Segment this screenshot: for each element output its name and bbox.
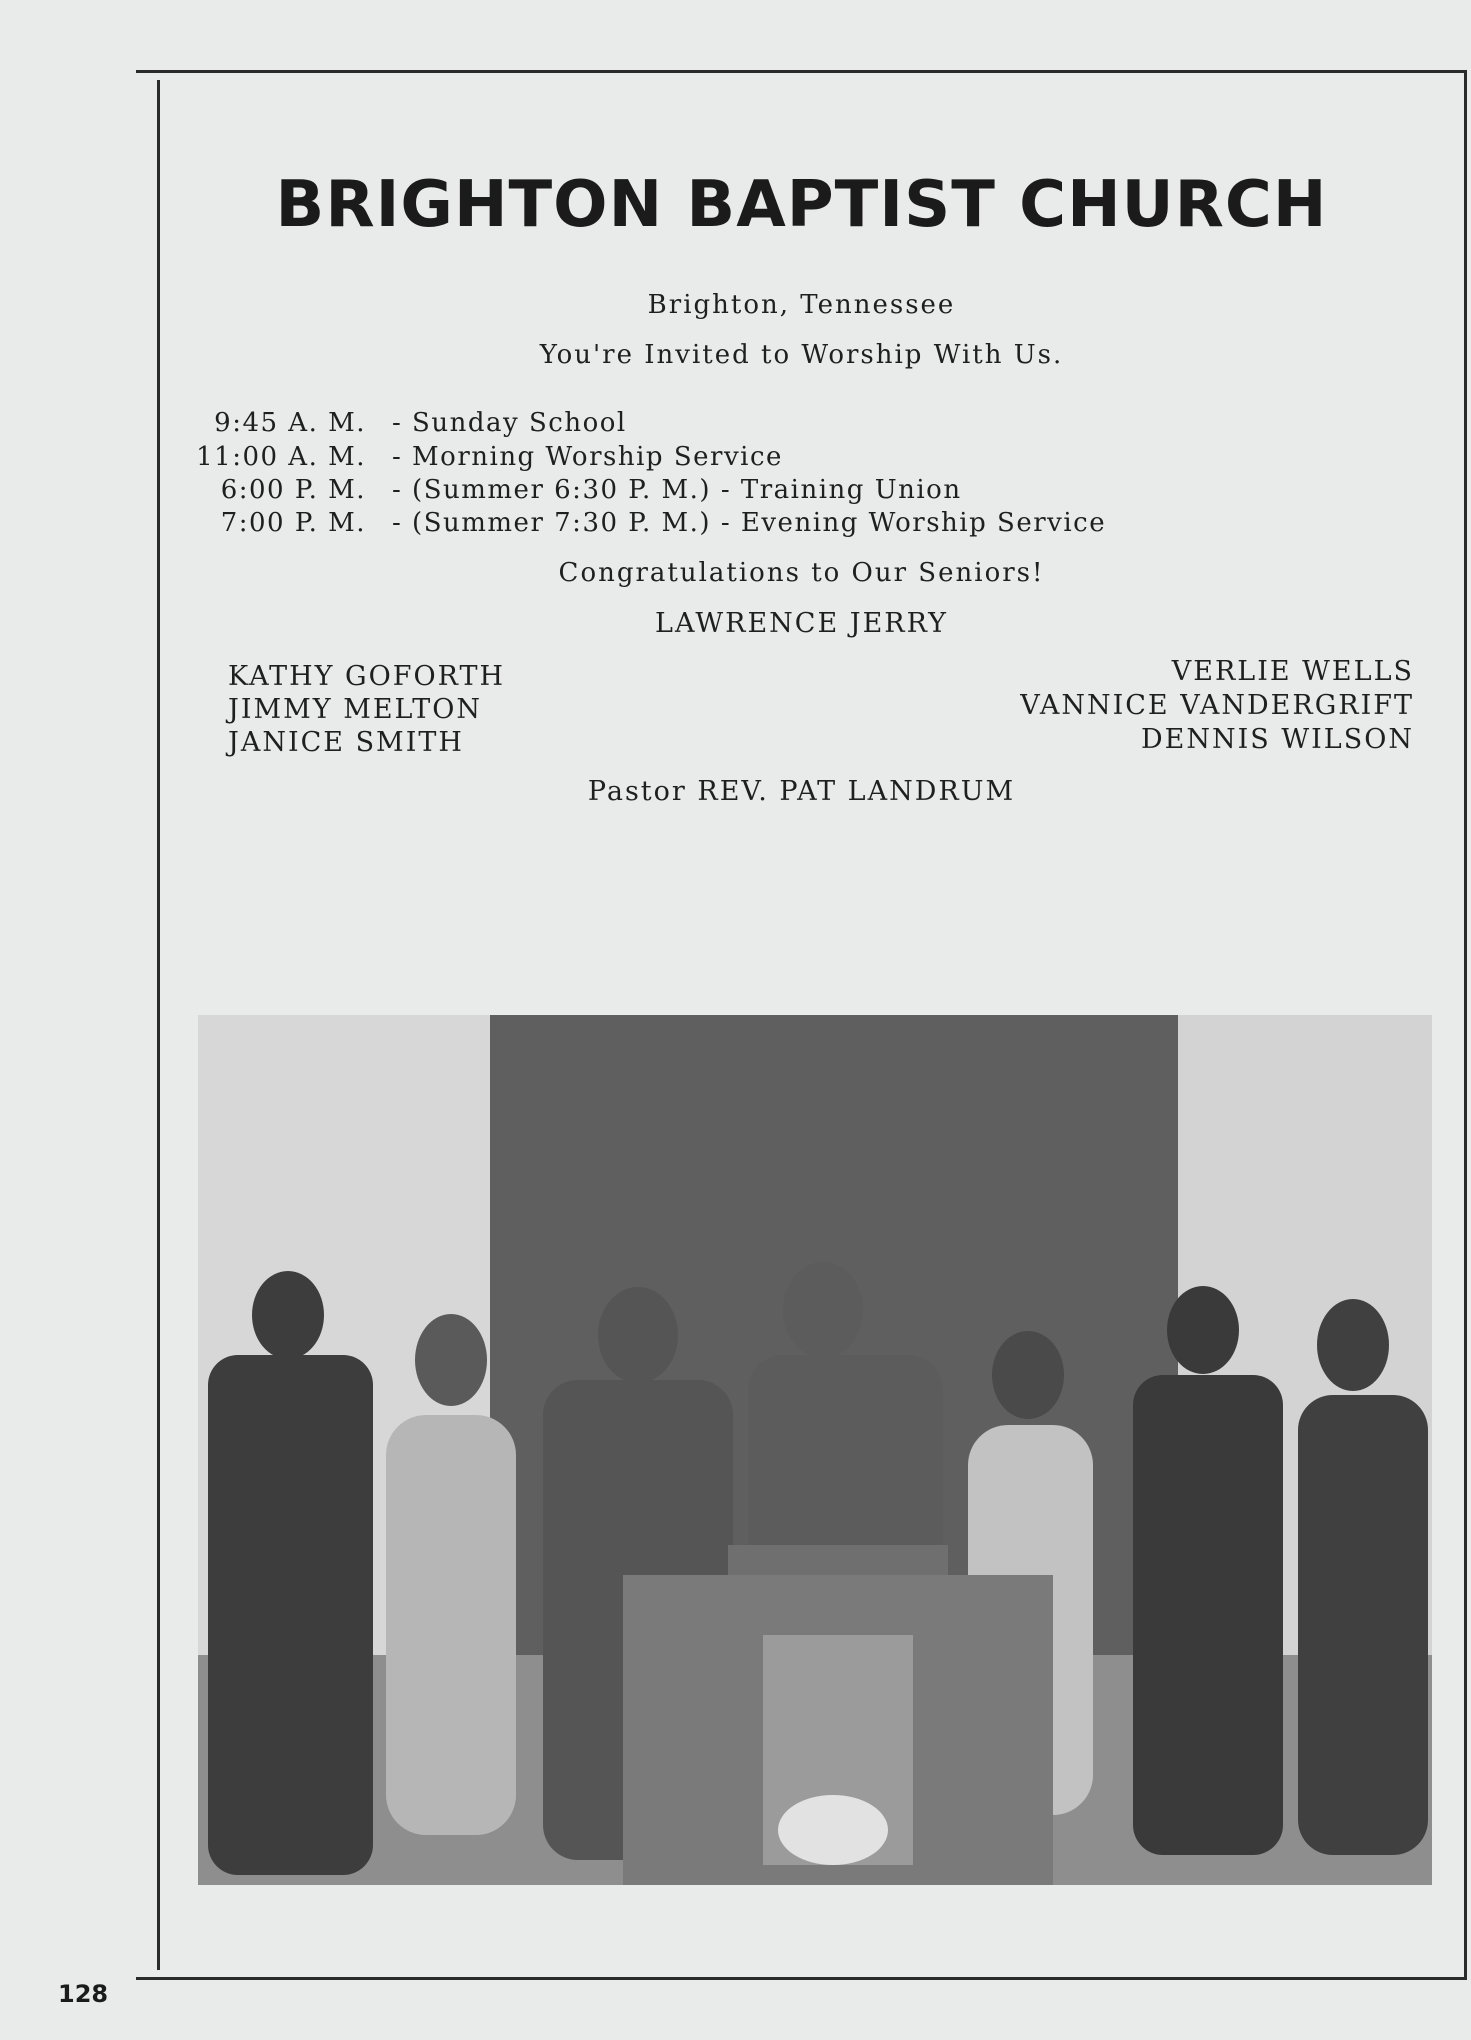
senior-name: JIMMY MELTON	[228, 694, 483, 725]
location: Brighton, Tennessee	[647, 290, 956, 320]
schedule-time: 6:00 P. M.	[220, 475, 366, 505]
congratulations: Congratulations to Our Seniors!	[558, 558, 1045, 588]
pastor-credit: Pastor REV. PAT LANDRUM	[587, 776, 1016, 807]
church-name: BRIGHTON BAPTIST CHURCH	[275, 168, 1328, 242]
senior-name: JANICE SMITH	[228, 727, 464, 758]
invitation: You're Invited to Worship With Us.	[539, 340, 1064, 370]
schedule-detail: - Sunday School	[392, 408, 627, 438]
senior-name: KATHY GOFORTH	[228, 661, 506, 692]
schedule-detail: - (Summer 7:30 P. M.) - Evening Worship Service	[392, 508, 1107, 538]
schedule-detail: - (Summer 6:30 P. M.) - Training Union	[392, 475, 962, 505]
page-number: 128	[58, 1980, 109, 2008]
senior-name: VANNICE VANDERGRIFT	[1020, 690, 1414, 721]
schedule-detail: - Morning Worship Service	[392, 442, 783, 472]
schedule-time: 9:45 A. M.	[214, 408, 366, 438]
senior-name: VERLIE WELLS	[1171, 656, 1414, 687]
schedule-time: 11:00 A. M.	[196, 442, 366, 472]
group-photo	[198, 1015, 1432, 1885]
senior-name-center: LAWRENCE JERRY	[655, 608, 948, 639]
senior-name: DENNIS WILSON	[1141, 724, 1414, 755]
schedule-time: 7:00 P. M.	[220, 508, 366, 538]
